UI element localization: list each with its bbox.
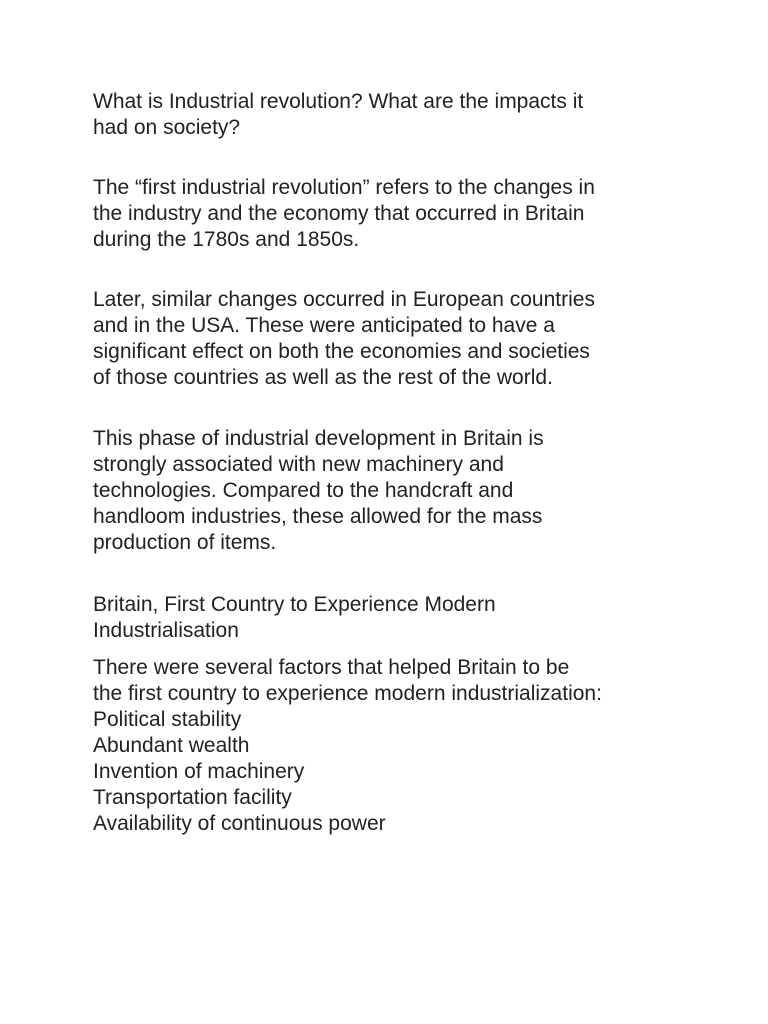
paragraph-factors-list: There were several factors that helped Britain to be the first country to experience modern industrialization: Political stability Abundant wealth Invention of machinery Transportation facility Availability of continuous power xyxy=(93,656,602,835)
paragraph-later-changes: Later, similar changes occurred in European countries and in the USA. These were anticipated to have a significant effect on both the economies and societies of those countries as well as the rest of the world. xyxy=(93,288,595,389)
section-heading: Britain, First Country to Experience Modern Industrialisation xyxy=(93,593,496,642)
paragraph-industrial-phase: This phase of industrial development in Britain is strongly associated with new machinery and technologies. Compared to the handcraft and handloom industries, these allowed for the mass production of items. xyxy=(93,427,544,554)
question-heading: What is Industrial revolution? What are the impacts it had on society? xyxy=(93,90,584,139)
paragraph-first-revolution: The “first industrial revolution” refers to the changes in the industry and the economy that occurred in Britain during the 1780s and 1850s. xyxy=(93,176,595,251)
